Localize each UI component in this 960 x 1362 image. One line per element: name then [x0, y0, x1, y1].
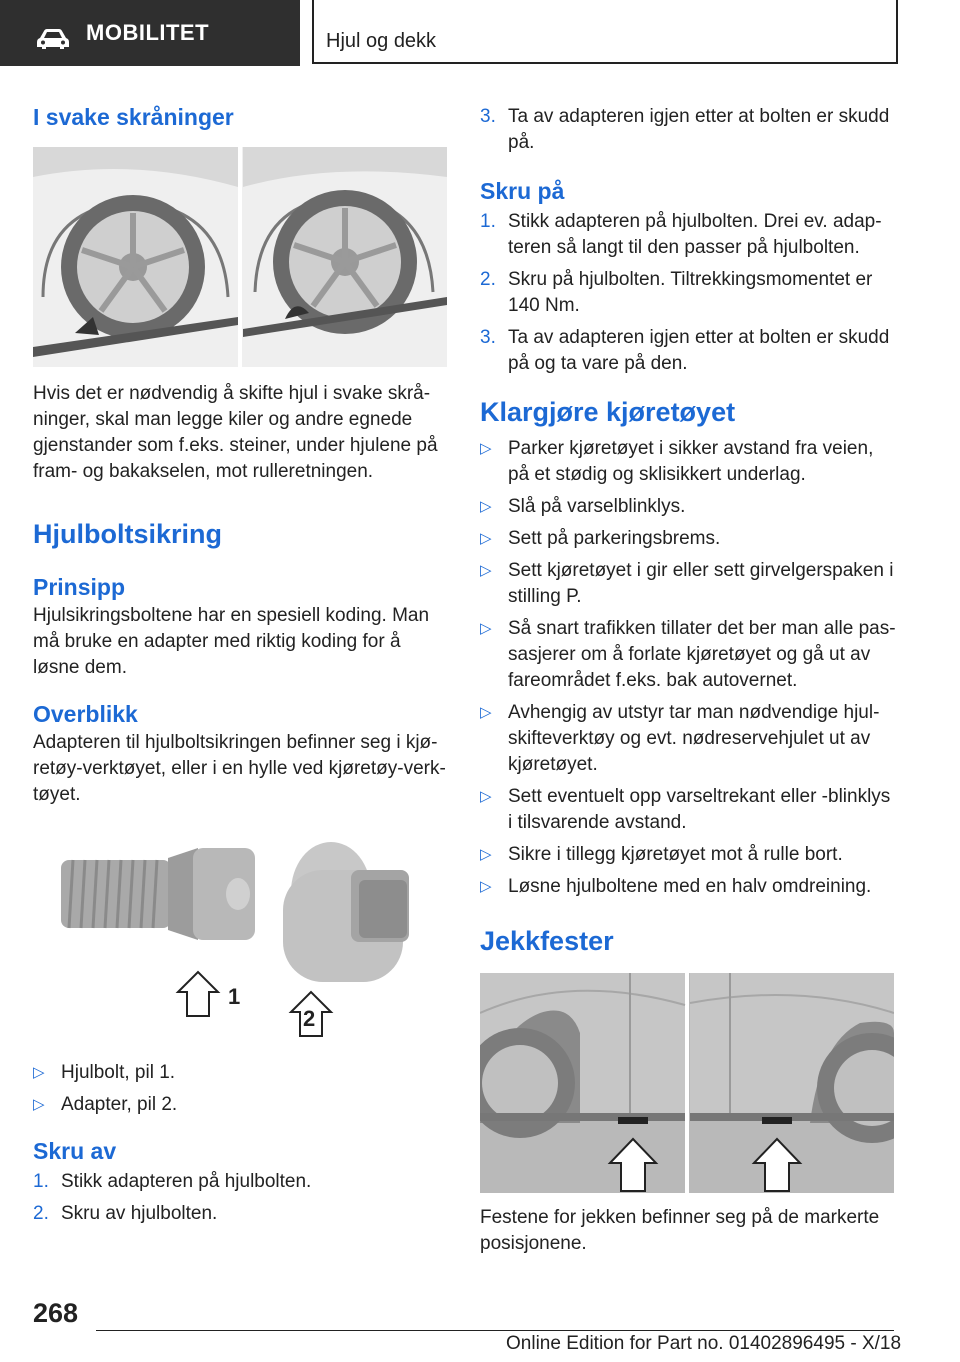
triangle-bullet-icon: ▷	[480, 846, 492, 863]
prepare-vehicle-heading: Klargjøre kjøretøyet	[480, 397, 736, 427]
bolt-lock-heading: Hjulboltsikring	[33, 519, 222, 549]
unscrew-steps-continued	[480, 104, 896, 156]
triangle-bullet-icon: ▷	[480, 704, 492, 721]
overview-text: Adapteren til hjulboltsikringen befinner seg i kjøretøy-verktøyet, eller i en hylle ved kjøretøy-verktøyet.	[33, 732, 446, 805]
triangle-bullet-icon: ▷	[33, 1096, 45, 1113]
list-item: 1. Stikk adapteren på hjulbolten.	[33, 1171, 312, 1192]
list-item: ▷ Avhengig av utstyr tar man nødvendige hjulskifteverktøy og evt. nødreservehjulet ut av kjøretøyet.	[480, 702, 880, 775]
unscrew-steps	[33, 1169, 447, 1227]
list-item: ▷ Sett eventuelt opp varseltrekant eller -blinklys i tilsvarende avstand.	[480, 786, 891, 833]
car-icon	[36, 28, 70, 50]
principle-heading: Prinsipp	[33, 574, 126, 600]
section-tab	[0, 0, 300, 66]
list-item: ▷ Sikre i tillegg kjøretøyet mot å rulle bort.	[480, 842, 896, 868]
list-item: ▷ Parker kjøretøyet i sikker avstand fra veien, på et stødig og sklisikkert underlag.	[480, 438, 874, 485]
screw-on-heading: Skru på	[480, 178, 565, 204]
triangle-bullet-icon: ▷	[480, 562, 492, 579]
chapter-title: Hjul og dekk	[326, 30, 437, 52]
triangle-bullet-icon: ▷	[33, 1064, 45, 1081]
prepare-list	[480, 436, 896, 900]
overview-heading: Overblikk	[33, 701, 138, 727]
screw-on-steps	[480, 209, 896, 377]
triangle-bullet-icon: ▷	[480, 440, 492, 457]
footer-divider	[96, 1330, 894, 1331]
triangle-bullet-icon: ▷	[480, 788, 492, 805]
left-column	[33, 100, 447, 1227]
unscrew-heading: Skru av	[33, 1138, 117, 1164]
list-item: ▷ Hjulbolt, pil 1.	[33, 1060, 447, 1086]
triangle-bullet-icon: ▷	[480, 878, 492, 895]
list-item: 1. Stikk adapteren på hjulbolten. Drei ev. adapteren så langt til den passer på hjulbolten.	[480, 211, 882, 258]
list-item: ▷ Slå på varselblinklys.	[480, 494, 896, 520]
slopes-text: Hvis det er nødvendig å skifte hjul i svake skråninger, skal man legge kiler og andre egnede gjenstander som f.eks. steiner, under hjulene på fram- og bakakselen, mot rulleretningen.	[33, 383, 438, 482]
triangle-bullet-icon: ▷	[480, 530, 492, 547]
jack-points-illustration	[480, 973, 894, 1193]
list-item: ▷ Løsne hjulboltene med en halv omdreining.	[480, 874, 896, 900]
callout-2: 2	[303, 1006, 316, 1031]
jack-points-text: Festene for jekken befinner seg på de markerte posisjonene.	[480, 1207, 880, 1254]
list-item: 3. Ta av adapteren igjen etter at bolten er skudd på.	[480, 106, 890, 153]
triangle-bullet-icon: ▷	[480, 620, 492, 637]
callout-1: 1	[228, 984, 241, 1009]
slope-wheel-illustration	[33, 147, 447, 367]
principle-text: Hjulsikringsboltene har en spesiell koding. Man må bruke en adapter med riktig koding for å løsne dem.	[33, 605, 430, 678]
list-item: ▷ Så snart trafikken tillater det ber man alle passasjerer om å forlate kjøretøyet og gå ut av fareområdet f.eks. bak autovernet.	[480, 618, 896, 691]
section-title: MOBILITET	[86, 20, 210, 45]
chapter-box	[312, 0, 898, 64]
list-item: ▷ Sett på parkeringsbrems.	[480, 526, 896, 552]
parts-list	[33, 1060, 447, 1118]
jack-points-heading: Jekkfester	[480, 926, 614, 956]
right-column	[480, 104, 896, 1257]
bolt-adapter-illustration	[33, 840, 447, 1040]
list-item: ▷ Sett kjøretøyet i gir eller sett girvelgerspaken i stilling P.	[480, 560, 894, 607]
list-item: 3. Ta av adapteren igjen etter at bolten er skudd på og ta vare på den.	[480, 327, 890, 374]
list-item: ▷ Adapter, pil 2.	[33, 1092, 447, 1118]
page-header	[0, 0, 960, 66]
list-item: 2. Skru på hjulbolten. Tiltrekkingsmomentet er 140 Nm.	[480, 269, 873, 316]
list-item: 2. Skru av hjulbolten.	[33, 1203, 218, 1224]
page-number: 268	[33, 1298, 79, 1328]
slopes-heading: I svake skråninger	[33, 104, 234, 130]
edition-note: Online Edition for Part no. 01402896495 - X/18	[506, 1333, 902, 1354]
triangle-bullet-icon: ▷	[480, 498, 492, 515]
